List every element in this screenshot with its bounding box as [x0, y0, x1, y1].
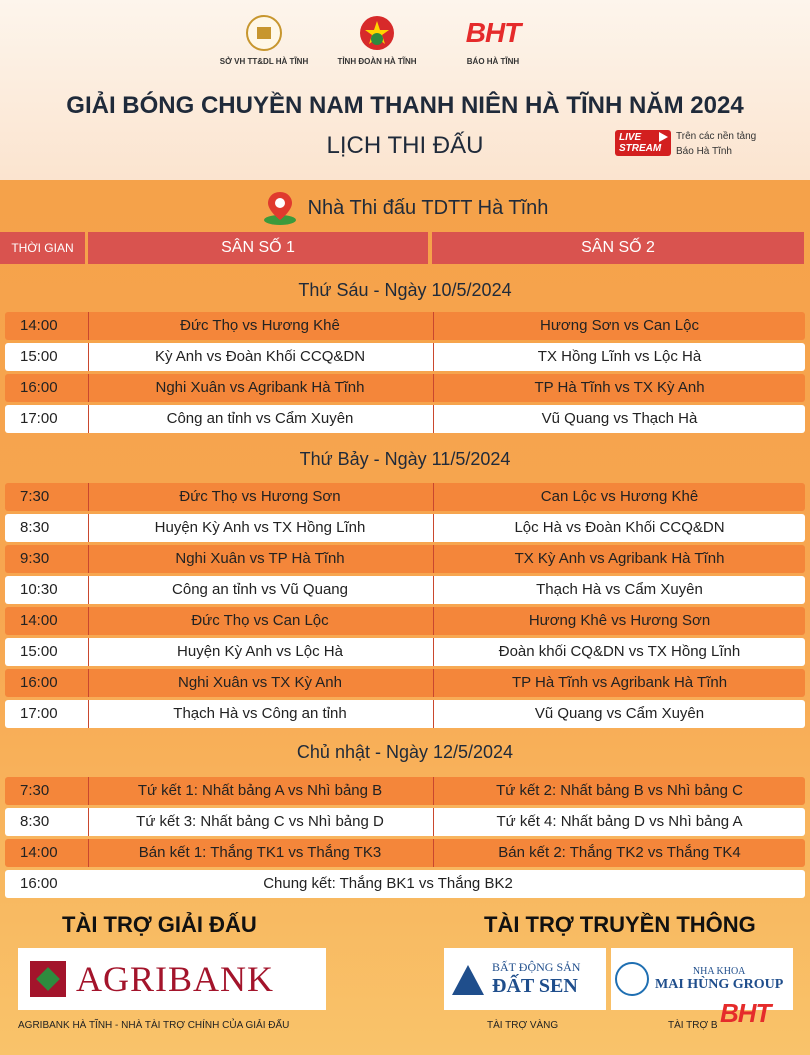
livestream-note-line: Trên các nền tảng	[676, 131, 757, 142]
match-court2: Hương Khê vs Hương Sơn	[433, 607, 805, 635]
match-time: 17:00	[20, 410, 58, 427]
table-row	[5, 669, 805, 697]
table-row	[5, 870, 805, 898]
table-row	[5, 700, 805, 728]
match-court2: Vũ Quang vs Cẩm Xuyên	[433, 700, 805, 728]
table-row	[5, 545, 805, 573]
match-court1: Nghi Xuân vs Agribank Hà Tĩnh	[88, 374, 431, 402]
day-title: Thứ Bảy - Ngày 11/5/2024	[299, 449, 511, 469]
match-court1: Đức Thọ vs Can Lộc	[88, 607, 431, 635]
match-time: 14:00	[20, 317, 58, 334]
venue-name: Nhà Thi đấu TDTT Hà Tĩnh	[307, 196, 549, 219]
livestream-note	[676, 129, 756, 159]
play-icon	[659, 132, 668, 142]
match-time: 15:00	[20, 643, 58, 660]
match-time: 15:00	[20, 348, 58, 365]
match-time: 8:30	[20, 519, 50, 536]
livestream-badge	[615, 130, 671, 156]
match-court1: Kỳ Anh vs Đoàn Khối CCQ&DN	[88, 343, 431, 371]
day-title: Thứ Sáu - Ngày 10/5/2024	[298, 280, 512, 300]
maihung-line1: NHA KHOA	[692, 965, 746, 977]
column-court1: SÂN SỐ 1	[88, 232, 428, 264]
match-court1: Nghi Xuân vs TP Hà Tĩnh	[88, 545, 431, 573]
page-subtitle: LỊCH THI ĐẤU	[326, 132, 484, 159]
match-court1: Đức Thọ vs Hương Khê	[88, 312, 431, 340]
match-court2: TP Hà Tĩnh vs TX Kỳ Anh	[433, 374, 805, 402]
match-time: 14:00	[20, 844, 58, 861]
agribank-emblem-icon	[30, 961, 66, 997]
table-row	[5, 312, 805, 340]
match-time: 14:00	[20, 612, 58, 629]
match-court2: Hương Sơn vs Can Lộc	[433, 312, 805, 340]
table-row	[5, 374, 805, 402]
match-court1: Nghi Xuân vs TX Kỳ Anh	[88, 669, 431, 697]
agribank-wordmark: AGRIBANK	[76, 959, 275, 999]
department-emblem-icon	[245, 14, 283, 52]
match-court2: Bán kết 2: Thắng TK2 vs Thắng TK4	[433, 839, 805, 867]
datsen-logo	[444, 948, 606, 1010]
agribank-logo	[18, 948, 326, 1010]
logo-bht	[433, 14, 553, 66]
logo-label: TỈNH ĐOÀN HÀ TĨNH	[337, 57, 417, 66]
match-time: 16:00	[20, 379, 58, 396]
day-title: Chủ nhật - Ngày 12/5/2024	[296, 742, 514, 762]
page-title: GIẢI BÓNG CHUYỀN NAM THANH NIÊN HÀ TĨNH NĂM 2024	[66, 92, 744, 119]
logo-department	[204, 14, 324, 66]
table-row	[5, 808, 805, 836]
match-court2: Tứ kết 2: Nhất bảng B vs Nhì bảng C	[433, 777, 805, 805]
match-court2: Thạch Hà vs Cẩm Xuyên	[433, 576, 805, 604]
table-row	[5, 483, 805, 511]
table-row	[5, 607, 805, 635]
match-time: 7:30	[20, 488, 50, 505]
match-court1: Thạch Hà vs Công an tỉnh	[88, 700, 431, 728]
logo-label: SỞ VH TT&DL HÀ TĨNH	[219, 57, 309, 66]
table-row	[5, 514, 805, 542]
match-court1: Công an tỉnh vs Vũ Quang	[88, 576, 431, 604]
match-court1: Bán kết 1: Thắng TK1 vs Thắng TK3	[88, 839, 431, 867]
match-court2: Lộc Hà vs Đoàn Khối CCQ&DN	[433, 514, 805, 542]
match-time: 8:30	[20, 813, 50, 830]
table-header	[0, 232, 810, 264]
match-court1: Công an tỉnh vs Cẩm Xuyên	[88, 405, 431, 433]
match-time: 7:30	[20, 782, 50, 799]
match-court2: Đoàn khối CQ&DN vs TX Hồng Lĩnh	[433, 638, 805, 666]
match-time: 9:30	[20, 550, 50, 567]
match-court2: Vũ Quang vs Thạch Hà	[433, 405, 805, 433]
match-time: 17:00	[20, 705, 58, 722]
match-court1: Đức Thọ vs Hương Sơn	[88, 483, 431, 511]
datsen-line2: ĐẤT SEN	[492, 975, 578, 997]
match-court2: TX Hồng Lĩnh vs Lộc Hà	[433, 343, 805, 371]
agribank-note: AGRIBANK HÀ TĨNH - NHÀ TÀI TRỢ CHÍNH CỦA GIẢI ĐẤU	[18, 1020, 290, 1031]
datsen-note: TÀI TRỢ VÀNG	[487, 1020, 559, 1031]
sponsor-tournament-title: TÀI TRỢ GIẢI ĐẤU	[62, 912, 257, 937]
maihung-note: TÀI TRỢ B	[668, 1020, 718, 1031]
table-row	[5, 839, 805, 867]
tooth-emblem-icon	[615, 962, 649, 996]
match-court2: TX Kỳ Anh vs Agribank Hà Tĩnh	[433, 545, 805, 573]
bht-logo-icon: BHT	[465, 17, 521, 48]
match-time: 16:00	[20, 674, 58, 691]
match-court1: Huyện Kỳ Anh vs TX Hồng Lĩnh	[88, 514, 431, 542]
location-pin-icon	[262, 190, 298, 226]
match-court1: Tứ kết 3: Nhất bảng C vs Nhì bảng D	[88, 808, 431, 836]
match-court2: TP Hà Tĩnh vs Agribank Hà Tĩnh	[433, 669, 805, 697]
venue	[0, 190, 810, 226]
table-row	[5, 405, 805, 433]
table-row	[5, 576, 805, 604]
maihung-line2: MAI HÙNG GROUP	[655, 976, 784, 992]
livestream-note-line: Báo Hà Tĩnh	[676, 146, 732, 157]
header	[0, 0, 810, 180]
match-court1: Tứ kết 1: Nhất bảng A vs Nhì bảng B	[88, 777, 431, 805]
table-row	[5, 777, 805, 805]
match-court2: Can Lộc vs Hương Khê	[433, 483, 805, 511]
maihung-wordmark	[655, 966, 783, 993]
datsen-wordmark	[492, 960, 580, 998]
column-time: THỜI GIAN	[0, 232, 85, 264]
match-final: Chung kết: Thắng BK1 vs Thắng BK2	[263, 875, 513, 892]
table-row	[5, 638, 805, 666]
match-court1: Huyện Kỳ Anh vs Lộc Hà	[88, 638, 431, 666]
bht-watermark-icon: BHT	[720, 998, 771, 1028]
youth-union-emblem-icon	[358, 14, 396, 52]
match-court2: Tứ kết 4: Nhất bảng D vs Nhì bảng A	[433, 808, 805, 836]
match-time: 10:30	[20, 581, 58, 598]
table-row	[5, 343, 805, 371]
sponsor-media-title: TÀI TRỢ TRUYỀN THÔNG	[484, 912, 756, 937]
logo-label: BÁO HÀ TĨNH	[466, 57, 520, 66]
column-court2: SÂN SỐ 2	[432, 232, 804, 264]
logo-youth-union	[317, 14, 437, 66]
datsen-line1: BẤT ĐỘNG SẢN	[492, 960, 581, 974]
live-label: LIVE	[619, 132, 642, 143]
match-time: 16:00	[20, 875, 58, 892]
lotus-icon	[450, 961, 486, 997]
stream-label: STREAM	[619, 143, 662, 154]
